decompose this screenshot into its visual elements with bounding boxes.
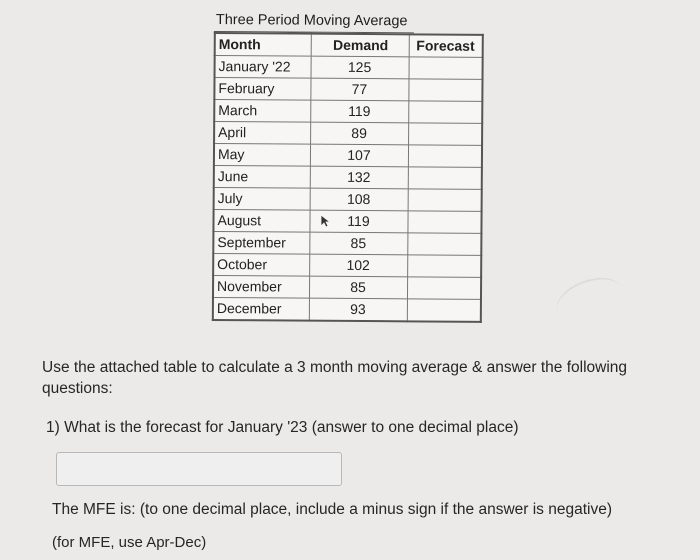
demand-cell: 89 bbox=[310, 122, 408, 145]
table-row bbox=[214, 78, 482, 102]
demand-cell: 119 bbox=[309, 210, 407, 233]
month-cell: January '22 bbox=[215, 56, 311, 79]
table-row bbox=[213, 232, 481, 256]
demand-cell: 85 bbox=[309, 276, 407, 299]
table-title: Three Period Moving Average bbox=[215, 12, 408, 30]
table-row bbox=[214, 188, 482, 212]
demand-cell: 85 bbox=[309, 232, 407, 255]
demand-cell: 125 bbox=[311, 56, 409, 79]
month-cell: February bbox=[214, 78, 310, 101]
table-row bbox=[213, 254, 481, 278]
month-cell: June bbox=[214, 166, 310, 189]
demand-cell: 107 bbox=[310, 144, 408, 167]
forecast-cell bbox=[407, 255, 481, 278]
demand-cell: 108 bbox=[310, 188, 408, 211]
demand-table bbox=[212, 32, 484, 323]
table-row bbox=[213, 297, 481, 321]
month-cell: August bbox=[213, 210, 309, 233]
question-intro: Use the attached table to calculate a 3 month moving average & answer the following questions: bbox=[42, 359, 628, 397]
forecast-cell bbox=[408, 123, 482, 146]
month-cell: July bbox=[214, 188, 310, 211]
demand-cell: 102 bbox=[309, 254, 407, 277]
mfe-question: The MFE is: (to one decimal place, include a minus sign if the answer is negative) bbox=[52, 501, 612, 518]
forecast-cell bbox=[408, 167, 482, 190]
table-body bbox=[213, 56, 483, 322]
table-row bbox=[213, 276, 481, 300]
demand-cell: 77 bbox=[310, 78, 408, 101]
month-cell: May bbox=[214, 144, 310, 167]
question-1: 1) What is the forecast for January '23 (answer to one decimal place) bbox=[46, 419, 519, 436]
table-header-row bbox=[215, 33, 483, 57]
header-demand: Demand bbox=[311, 34, 409, 57]
forecast-cell bbox=[409, 57, 483, 80]
forecast-cell bbox=[407, 277, 481, 300]
forecast-cell bbox=[408, 189, 482, 212]
table-row bbox=[214, 144, 482, 168]
table-row bbox=[213, 210, 481, 234]
forecast-answer-input[interactable] bbox=[56, 452, 342, 486]
forecast-cell bbox=[408, 145, 482, 168]
month-cell: December bbox=[213, 297, 309, 320]
table-row bbox=[214, 122, 482, 146]
demand-cell: 93 bbox=[309, 298, 407, 321]
header-month: Month bbox=[215, 33, 311, 56]
month-cell: September bbox=[213, 232, 309, 255]
demand-cell: 132 bbox=[310, 166, 408, 189]
table-row bbox=[215, 56, 483, 80]
month-cell: October bbox=[213, 254, 309, 277]
forecast-cell bbox=[407, 233, 481, 256]
forecast-cell bbox=[408, 79, 482, 102]
demand-cell: 119 bbox=[310, 100, 408, 123]
month-cell: March bbox=[214, 100, 310, 123]
header-forecast: Forecast bbox=[409, 34, 483, 57]
table-row bbox=[214, 166, 482, 190]
shadow-arc bbox=[550, 269, 630, 332]
moving-average-table-area bbox=[214, 8, 496, 318]
table-row bbox=[214, 100, 482, 124]
forecast-cell bbox=[408, 101, 482, 124]
forecast-cell bbox=[407, 211, 481, 234]
month-cell: April bbox=[214, 122, 310, 145]
mfe-note: (for MFE, use Apr-Dec) bbox=[52, 534, 207, 551]
mouse-pointer-icon bbox=[320, 214, 332, 228]
month-cell: November bbox=[213, 276, 309, 299]
forecast-cell bbox=[407, 299, 481, 322]
